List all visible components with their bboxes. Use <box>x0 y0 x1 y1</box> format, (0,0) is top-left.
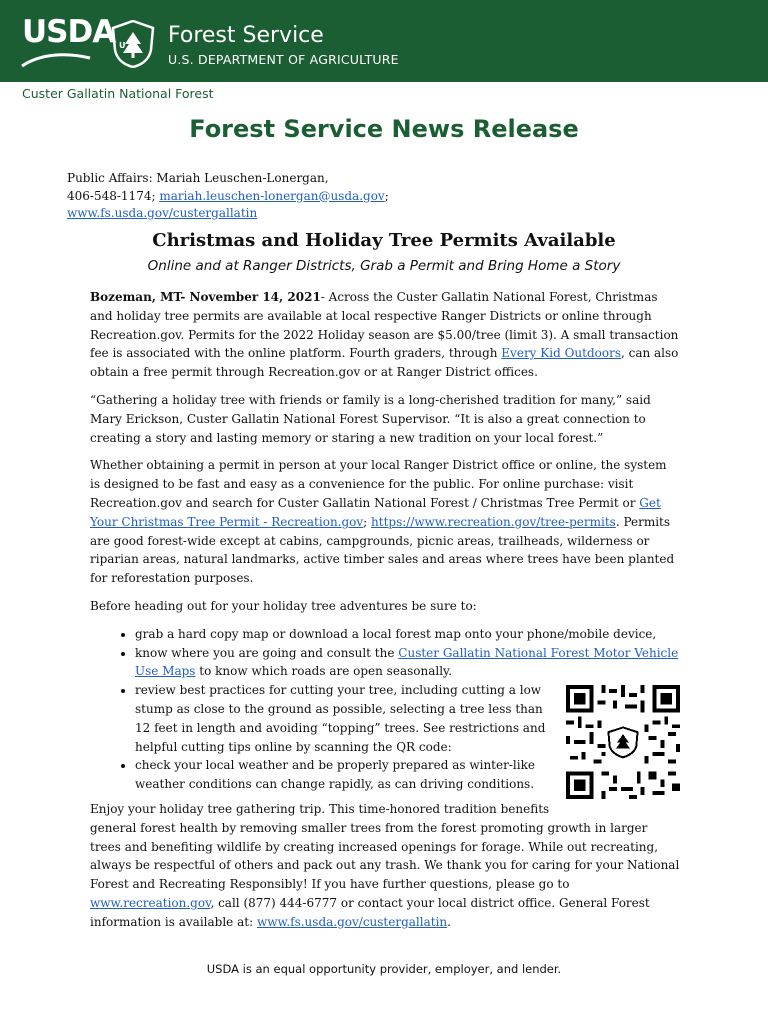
usda-swoosh-icon <box>20 52 92 68</box>
forest-service-shield-icon <box>111 20 155 68</box>
every-kid-outdoors-link[interactable]: Every Kid Outdoors <box>501 346 621 361</box>
p5-text: Enjoy your holiday tree gathering trip. This time-honored tradition benefits general forest health by removing smaller trees from the forest promoting growth in larger trees and benefiting wildlife by creating increased openings for forage. While out recreating, always be respectful of others and pack out any trash. We thank you for caring for your National Forest and Recreating Responsibly! If you have further questions, please go to <box>90 801 680 892</box>
subheadline: Online and at Ranger Districts, Grab a Permit and Bring Home a Story <box>147 258 621 274</box>
shield-letters: U S <box>119 41 135 50</box>
p1-text: - Across the Custer Gallatin National Forest, Christmas and holiday tree permits are available at local respective Ranger Districts or online through Recreation.gov. Permits for the 2022 Holiday season are $5.00/tree (limit 3). A small transaction fee is associated with the online platform. Fourth graders, through <box>90 290 679 361</box>
agency-name: Forest Service <box>168 23 324 48</box>
contact-phone: 406-548-1174; <box>67 188 156 203</box>
recreation-gov-link[interactable]: www.recreation.gov <box>90 895 211 910</box>
list-item <box>135 681 680 756</box>
b2-text: know where you are going and consult the <box>135 645 399 660</box>
p5-text3: . <box>447 914 451 929</box>
paragraph-1 <box>90 288 680 382</box>
contact-name: Public Affairs: Mariah Leuschen-Lonergan, <box>67 171 329 185</box>
paragraph-4: Before heading out for your holiday tree adventures be sure to: <box>90 598 477 613</box>
list-item: • grab a hard copy map or download a local forest map onto your phone/mobile device, <box>135 625 680 644</box>
list-item <box>135 644 680 682</box>
contact-website-link[interactable]: www.fs.usda.gov/custergallatin <box>67 206 258 220</box>
p1-text2: , can also obtain a free permit through Recreation.gov or at Ranger District offices. <box>90 346 679 380</box>
paragraph-2: “Gathering a holiday tree with friends or family is a long-cherished tradition for many,” said Mary Erickson, Custer Gallatin National Forest Supervisor. “It is also a great connection to creating a story and lasting memory or staring a new tradition on your local forest.” <box>90 392 651 445</box>
headline: Christmas and Holiday Tree Permits Available <box>152 230 616 251</box>
contact-email-link[interactable]: mariah.leuschen-lonergan@usda.gov <box>159 188 385 203</box>
header-banner <box>0 0 768 82</box>
usda-logo: USDA <box>22 14 116 50</box>
tips-list <box>90 625 680 794</box>
list-item: • check your local weather and be properly prepared as winter-like weather conditions can change rapidly, as can driving conditions. <box>135 756 680 794</box>
article-body <box>90 288 680 941</box>
b2-text2: to know which roads are open seasonally. <box>195 664 453 679</box>
tree-permit-link[interactable]: Get Your Christmas Tree Permit - Recreation.gov <box>90 495 661 529</box>
contact-block <box>67 170 389 223</box>
contact-email-suffix: ; <box>384 188 389 203</box>
department-name: U.S. DEPARTMENT OF AGRICULTURE <box>168 52 399 67</box>
b3-text: review best practices for cutting your tree, including cutting a low stump as close to the ground as possible, selecting a tree less than 12 feet in length and avoiding “topping” trees. See restrictions and helpful cutting tips online by scanning the QR code: <box>135 683 546 754</box>
recreation-tree-permits-link[interactable]: https://www.recreation.gov/tree-permits <box>371 514 616 529</box>
contact-line2 <box>67 188 389 206</box>
qr-code-icon[interactable] <box>566 685 680 799</box>
footer-statement: USDA is an equal opportunity provider, employer, and lender. <box>206 962 562 976</box>
dateline: Bozeman, MT- November 14, 2021 <box>90 290 321 304</box>
p3-text2: . Permits are good forest-wide except at cabins, campgrounds, picnic areas, trailheads, wilderness or riparian areas, natural landmarks, active timber sales and areas where trees have been planted for reforestation purposes. <box>90 514 675 586</box>
release-title: Forest Service News Release <box>189 115 579 143</box>
paragraph-5 <box>90 800 680 932</box>
paragraph-3 <box>90 456 680 588</box>
custer-gallatin-website-link[interactable]: www.fs.usda.gov/custergallatin <box>256 914 448 929</box>
p3-sep: ; <box>363 514 372 529</box>
p3-text: Whether obtaining a permit in person at your local Ranger District office or online, the system is designed to be fast and easy as a convenience for the public. For online purchase: visit Recreation.gov and search for Custer Gallatin National Forest / Christmas Tree Permit or <box>90 458 667 510</box>
motor-vehicle-use-maps-link[interactable]: Custer Gallatin National Forest Motor Vehicle Use Maps <box>135 645 679 679</box>
p5-text2: , call (877) 444-6777 or contact your local district office. General Forest information is available at: <box>90 895 650 929</box>
forest-name: Custer Gallatin National Forest <box>22 86 214 101</box>
